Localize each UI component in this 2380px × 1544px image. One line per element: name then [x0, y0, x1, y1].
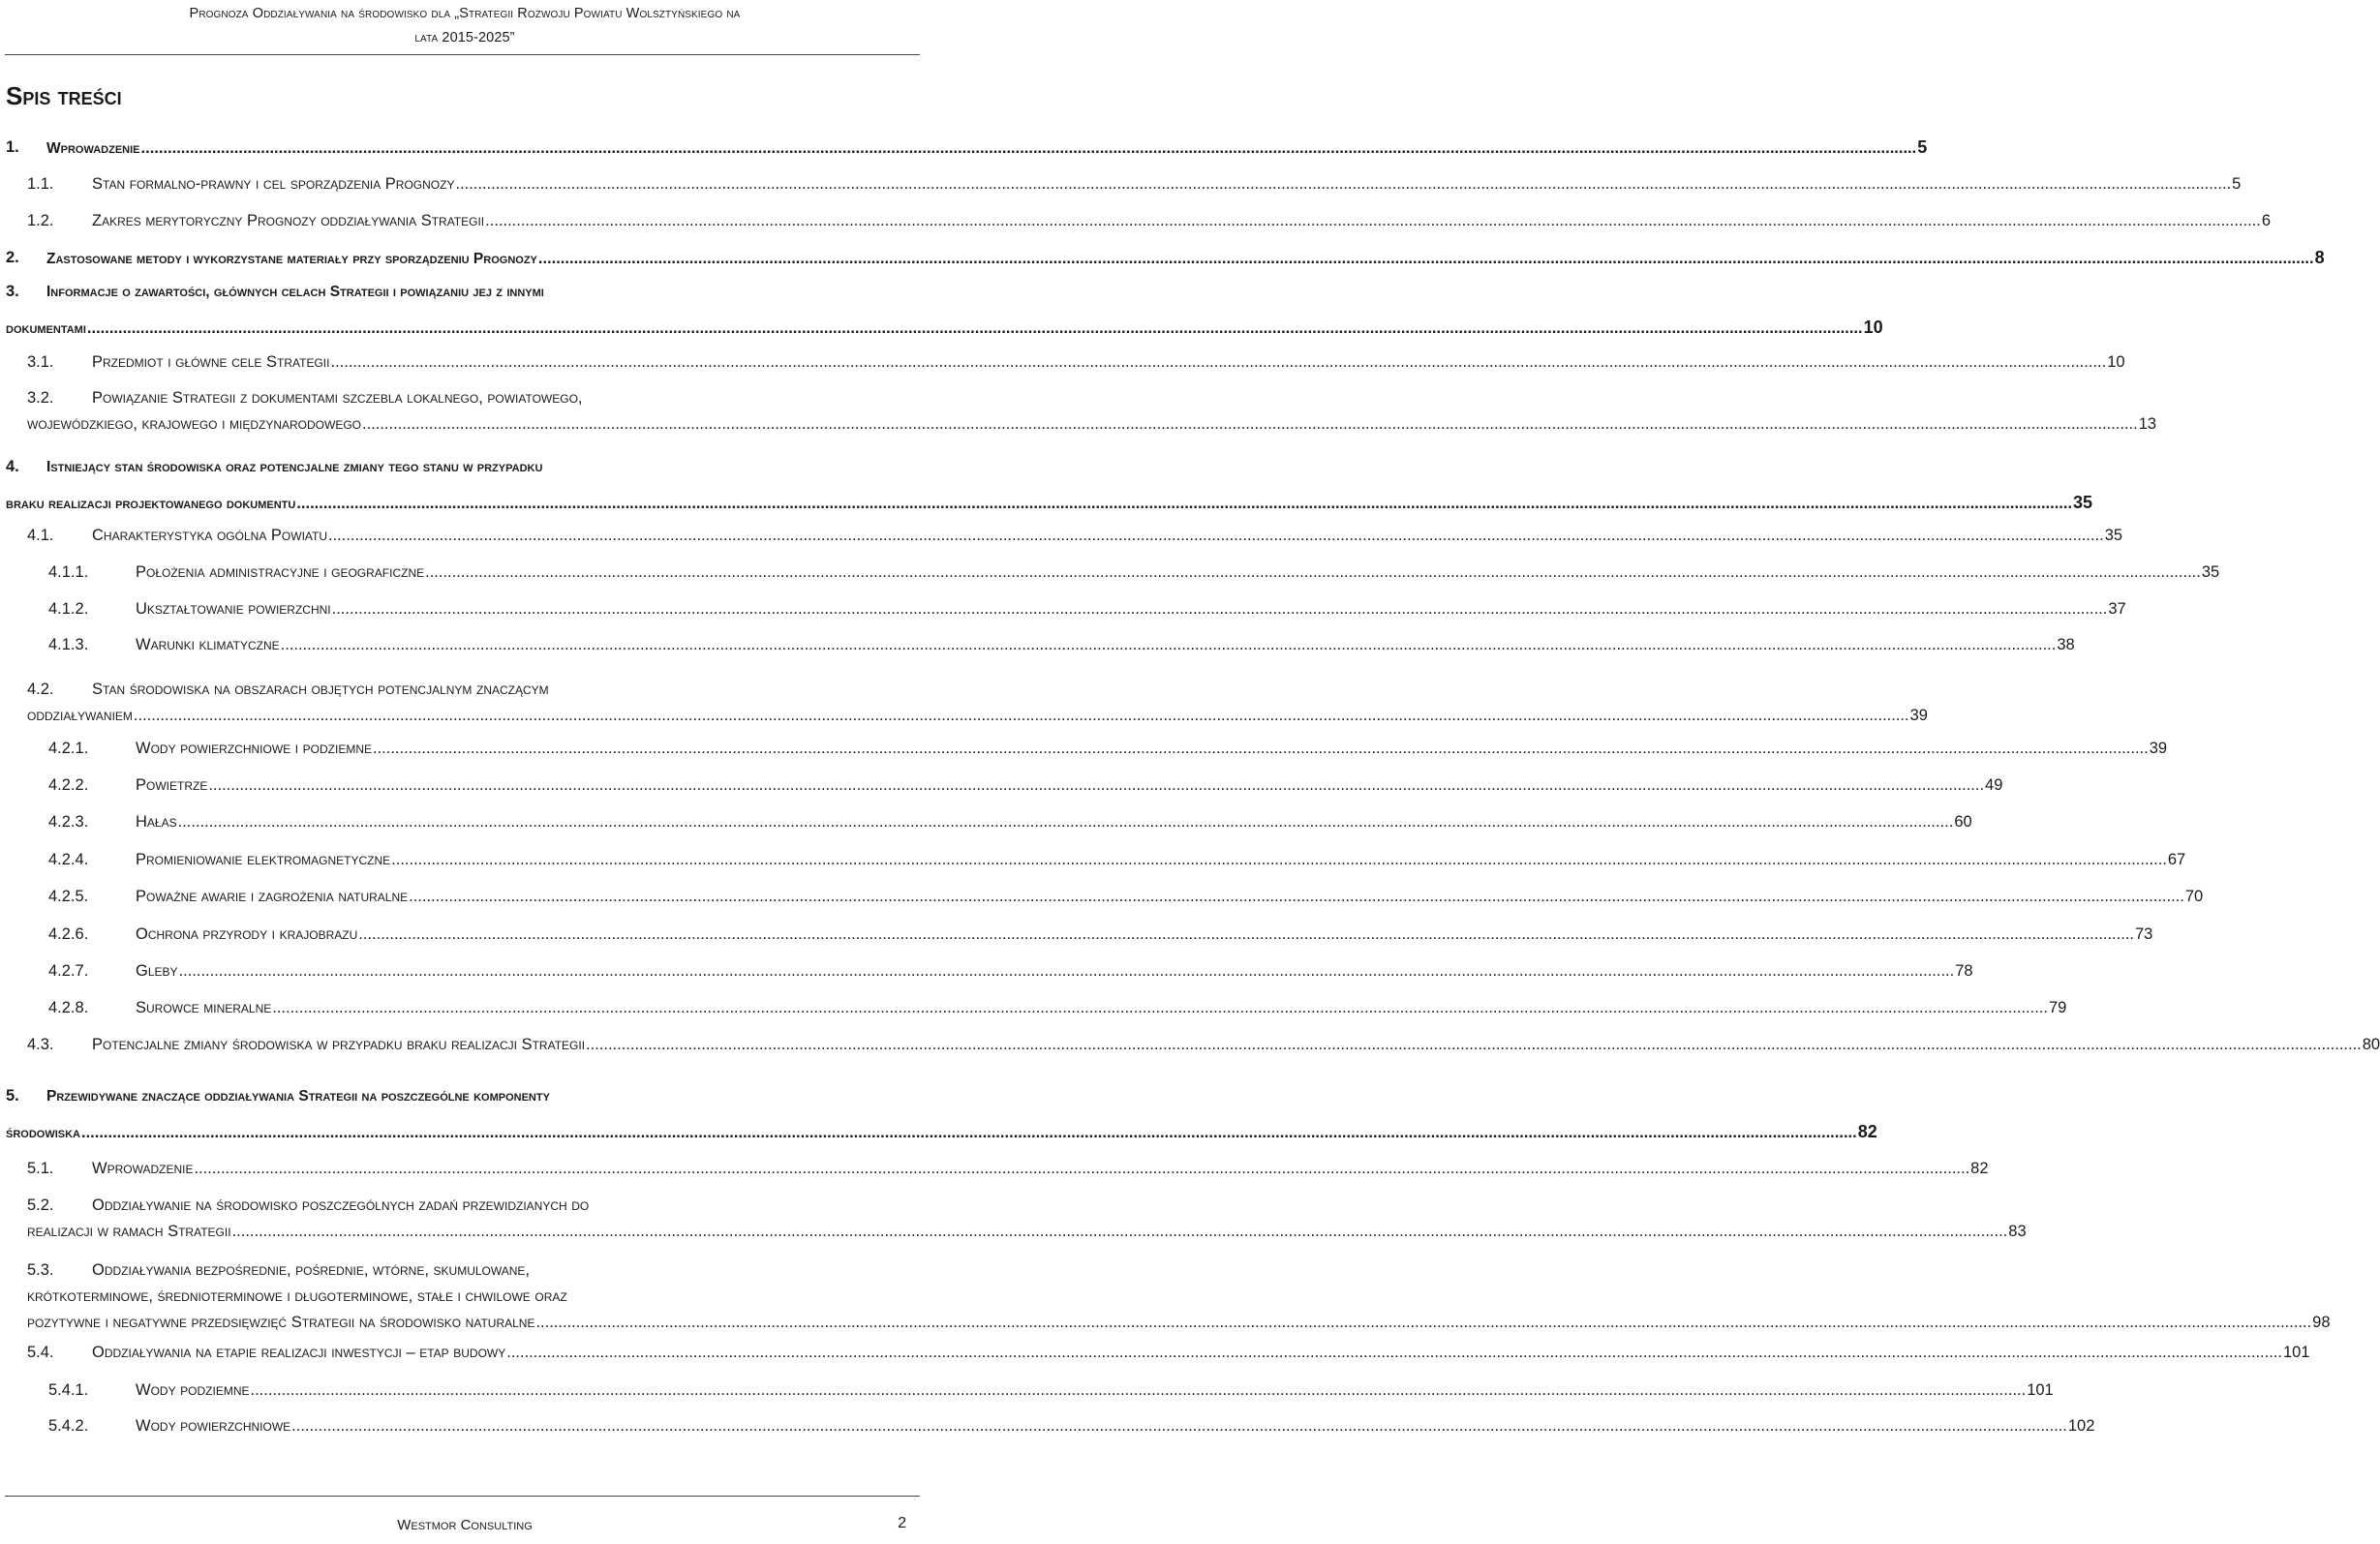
toc-page-number: 39 [1909, 707, 1928, 724]
toc-page-number: 102 [2067, 1417, 2095, 1435]
dot-leader: ................................................................................................................................................................................................................................................................................................................................................................................................................ [208, 776, 1985, 794]
toc-entry-title: Powiązanie Strategii z dokumentami szczebla lokalnego, powiatowego, [92, 389, 583, 407]
toc-entry-number: 4.1.3. [48, 636, 89, 653]
toc-page-number: 82 [1857, 1122, 1877, 1141]
toc-page-number: 83 [2008, 1223, 2027, 1240]
toc-page-number: 38 [2057, 636, 2075, 653]
toc-entry-title: Potencjalne zmiany środowiska w przypadku braku realizacji Strategii [92, 1036, 586, 1053]
toc-page-number: 49 [1985, 776, 2003, 794]
dot-leader: ................................................................................................................................................................................................................................................................................................................................................................................................................ [485, 212, 2261, 229]
dot-leader: ................................................................................................................................................................................................................................................................................................................................................................................................................ [330, 353, 2107, 371]
dot-leader: ................................................................................................................................................................................................................................................................................................................................................................................................................ [373, 740, 2149, 757]
toc-entry-number: 5.4.2. [48, 1417, 89, 1435]
dot-leader: ................................................................................................................................................................................................................................................................................................................................................................................................................ [178, 962, 1955, 980]
toc-entry-title: krótkoterminowe, średnioterminowe i długoterminowe, stałe i chwilowe oraz [27, 1287, 567, 1305]
dot-leader: ................................................................................................................................................................................................................................................................................................................................................................................................................ [455, 175, 2232, 193]
toc-page-number: 10 [1863, 318, 1883, 337]
toc-entry-title: Zakres merytoryczny Prognozy oddziaływania Strategii [92, 212, 485, 229]
toc-entry-title: Ochrona przyrody i krajobrazu [136, 925, 358, 943]
toc-entry-title: Hałas [136, 813, 177, 831]
header-divider [5, 54, 920, 55]
toc-entry-title: Warunki klimatyczne [136, 636, 280, 653]
dot-leader: ................................................................................................................................................................................................................................................................................................................................................................................................................ [296, 495, 2073, 512]
toc-entry-number: 1.1. [27, 175, 54, 193]
dot-leader: ................................................................................................................................................................................................................................................................................................................................................................................................................ [291, 1417, 2067, 1435]
toc-entry-number: 1. [6, 138, 19, 156]
dot-leader: ................................................................................................................................................................................................................................................................................................................................................................................................................ [586, 1036, 2362, 1053]
toc-entry-number: 5.1. [27, 1160, 54, 1177]
toc-page-number: 101 [2027, 1381, 2054, 1399]
dot-leader: ................................................................................................................................................................................................................................................................................................................................................................................................................ [506, 1344, 2282, 1361]
toc-entry-title: Oddziaływania na etapie realizacji inwestycji – etap budowy [92, 1344, 506, 1361]
toc-entry-title: braku realizacji projektowanego dokumentu [6, 496, 296, 512]
toc-entry-title: Istniejący stan środowiska oraz potencjalne zmiany tego stanu w przypadku [46, 459, 543, 475]
dot-leader: ................................................................................................................................................................................................................................................................................................................................................................................................................ [537, 250, 2314, 267]
dot-leader: ................................................................................................................................................................................................................................................................................................................................................................................................................ [81, 1124, 1857, 1141]
toc-page-number: 82 [1970, 1160, 1989, 1177]
toc-page-number: 80 [2362, 1036, 2380, 1053]
toc-page-number: 39 [2149, 740, 2168, 757]
toc-entry-number: 5.4.1. [48, 1381, 89, 1399]
toc-entry-title: Oddziaływanie na środowisko poszczególnych zadań przewidzianych do [92, 1196, 590, 1214]
dot-leader: ................................................................................................................................................................................................................................................................................................................................................................................................................ [331, 600, 2108, 618]
toc-entry-number: 2. [6, 249, 19, 266]
toc-page-number: 35 [2104, 527, 2123, 544]
toc-entry-title: Położenia administracyjne i geograficzne [136, 563, 425, 581]
toc-entry-title: Wody podziemne [136, 1381, 250, 1399]
toc-entry-title: Poważne awarie i zagrożenia naturalne [136, 888, 409, 905]
toc-entry-title: Zastosowane metody i wykorzystane materiały przy sporządzeniu Prognozy [46, 251, 537, 267]
toc-page-number: 79 [2048, 999, 2067, 1016]
toc-entry-title: Przewidywane znaczące oddziaływania Strategii na poszczególne komponenty [46, 1088, 550, 1105]
toc-entry-title: Informacje o zawartości, głównych celach Strategii i powiązaniu jej z innymi [46, 284, 544, 300]
toc-page-number: 8 [2314, 248, 2325, 267]
toc-entry-number: 5.2. [27, 1196, 54, 1214]
toc-entry-title: Promieniowanie elektromagnetyczne [136, 851, 391, 868]
toc-entry-title: realizacji w ramach Strategii [27, 1223, 231, 1240]
toc-page-number: 10 [2107, 353, 2125, 371]
toc-entry-title: Wody powierzchniowe [136, 1417, 291, 1435]
dot-leader: ................................................................................................................................................................................................................................................................................................................................................................................................................ [362, 415, 2138, 433]
toc-page-number: 35 [2073, 493, 2093, 512]
toc-entry-title: Powietrze [136, 776, 208, 794]
toc-entry-title: Oddziaływania bezpośrednie, pośrednie, wtórne, skumulowane, [92, 1261, 531, 1279]
toc-entry-number: 4.2.8. [48, 999, 89, 1016]
toc-page-number: 60 [1954, 813, 1972, 831]
toc-entry-number: 3.1. [27, 353, 54, 371]
toc-entry-title: pozytywne i negatywne przedsięwzięć Strategii na środowisko naturalne [27, 1314, 535, 1331]
toc-entry-number: 4.1.1. [48, 563, 89, 581]
dot-leader: ................................................................................................................................................................................................................................................................................................................................................................................................................ [425, 563, 2201, 581]
footer-page-number: 2 [898, 1515, 906, 1531]
toc-page-number: 5 [1917, 137, 1928, 157]
toc-page-number: 98 [2312, 1314, 2331, 1331]
toc-entry-title: Wprowadzenie [46, 140, 140, 157]
toc-page-number: 5 [2232, 175, 2242, 193]
dot-leader: ................................................................................................................................................................................................................................................................................................................................................................................................................ [272, 999, 2048, 1016]
toc-entry-number: 4.2.6. [48, 925, 89, 943]
dot-leader: ................................................................................................................................................................................................................................................................................................................................................................................................................ [535, 1314, 2312, 1331]
toc-page-number: 73 [2134, 925, 2153, 943]
footer-company: Westmor Consulting [397, 1517, 533, 1533]
toc-entry-number: 1.2. [27, 212, 54, 229]
toc-page-number: 35 [2201, 563, 2220, 581]
toc-page-number: 67 [2167, 851, 2186, 868]
dot-leader: ................................................................................................................................................................................................................................................................................................................................................................................................................ [133, 707, 1909, 724]
toc-page-number: 6 [2261, 212, 2272, 229]
toc-page-number: 37 [2108, 600, 2126, 618]
toc-page-number: 78 [1955, 962, 1973, 980]
dot-leader: ................................................................................................................................................................................................................................................................................................................................................................................................................ [177, 813, 1954, 831]
toc-entry-number: 4.2.4. [48, 851, 89, 868]
toc-page-number: 70 [2184, 888, 2204, 905]
toc-entry-title: Stan formalno-prawny i cel sporządzenia Prognozy [92, 175, 455, 193]
dot-leader: ................................................................................................................................................................................................................................................................................................................................................................................................................ [140, 139, 1917, 157]
toc-entry-number: 5. [6, 1087, 19, 1105]
toc-entry-number: 4.2.1. [48, 740, 89, 757]
toc-entry-title: Wprowadzenie [92, 1160, 194, 1177]
dot-leader: ................................................................................................................................................................................................................................................................................................................................................................................................................ [358, 925, 2134, 943]
toc-entry-number: 3.2. [27, 389, 54, 407]
toc-entry-number: 5.4. [27, 1344, 54, 1361]
toc-entry-number: 4.2.3. [48, 813, 89, 831]
dot-leader: ................................................................................................................................................................................................................................................................................................................................................................................................................ [86, 319, 1863, 337]
toc-entry-title: Wody powierzchniowe i podziemne [136, 740, 372, 757]
toc-entry-number: 4. [6, 458, 19, 475]
toc-entry-title: Ukształtowanie powierzchni [136, 600, 331, 618]
toc-entry-title: oddziaływaniem [27, 707, 133, 724]
running-header [0, 2, 930, 50]
toc-entry-title: Surowce mineralne [136, 999, 272, 1016]
toc-entry-number: 4.2.5. [48, 888, 89, 905]
footer-divider [5, 1496, 920, 1497]
header-line-2: lata 2015-2025” [414, 30, 515, 45]
toc-entry-number: 4.1.2. [48, 600, 89, 618]
toc-entry-title: dokumentami [6, 320, 86, 337]
toc-entry-title: środowiska [6, 1125, 80, 1141]
header-line-1: Prognoza Oddziaływania na środowisko dla „Strategii Rozwoju Powiatu Wolsztyńskiego na [189, 6, 741, 21]
dot-leader: ................................................................................................................................................................................................................................................................................................................................................................................................................ [231, 1223, 2008, 1240]
toc-title: Spis treści [6, 81, 122, 110]
toc-entry-number: 4.2.7. [48, 962, 89, 980]
toc-page-number: 13 [2138, 415, 2157, 433]
toc-entry-title: Przedmiot i główne cele Strategii [92, 353, 330, 371]
toc-entry-title: Charakterystyka ogólna Powiatu [92, 527, 328, 544]
dot-leader: ................................................................................................................................................................................................................................................................................................................................................................................................................ [409, 888, 2184, 905]
toc-entry-number: 5.3. [27, 1261, 54, 1279]
dot-leader: ................................................................................................................................................................................................................................................................................................................................................................................................................ [280, 636, 2057, 653]
toc-page-number: 101 [2282, 1344, 2310, 1361]
toc-entry-number: 4.2. [27, 681, 54, 698]
toc-entry-number: 4.2.2. [48, 776, 89, 794]
toc-entry-number: 4.3. [27, 1036, 54, 1053]
toc-entry-title: Gleby [136, 962, 178, 980]
toc-entry-number: 3. [6, 283, 19, 300]
dot-leader: ................................................................................................................................................................................................................................................................................................................................................................................................................ [194, 1160, 1970, 1177]
dot-leader: ................................................................................................................................................................................................................................................................................................................................................................................................................ [328, 527, 2104, 544]
dot-leader: ................................................................................................................................................................................................................................................................................................................................................................................................................ [250, 1381, 2027, 1399]
toc-entry-number: 4.1. [27, 527, 54, 544]
toc-entry-title: wojewódzkiego, krajowego i międzynarodowego [27, 415, 362, 433]
toc-entry-title: Stan środowiska na obszarach objętych potencjalnym znaczącym [92, 681, 549, 698]
dot-leader: ................................................................................................................................................................................................................................................................................................................................................................................................................ [391, 851, 2167, 868]
